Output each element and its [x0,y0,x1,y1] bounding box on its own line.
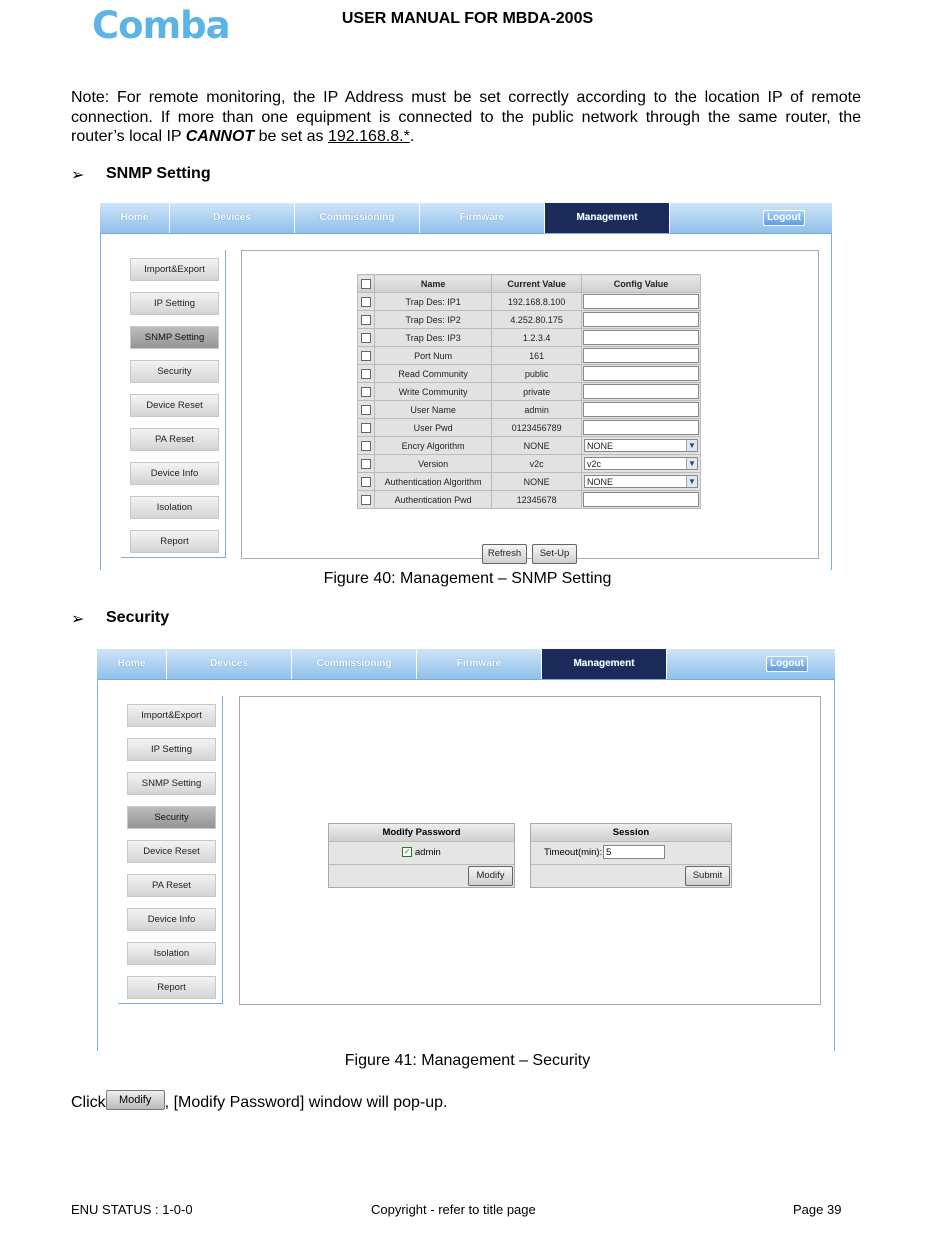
table-row [358,311,701,329]
config-input[interactable] [583,402,699,417]
tab-firmware[interactable]: Firmware [417,649,542,679]
sidebar-item-device-reset[interactable]: Device Reset [127,840,216,863]
tab-management[interactable]: Management [545,203,670,233]
table-row [358,455,701,473]
chevron-down-icon[interactable]: ▼ [686,440,697,451]
click-prefix: Click [71,1094,106,1111]
sidebar-item-device-info[interactable]: Device Info [130,462,219,485]
row-config-cell [582,347,701,365]
select-all-checkbox[interactable] [361,279,371,289]
config-input[interactable] [583,330,699,345]
tab-commissioning[interactable]: Commissioning [295,203,420,233]
tab-home[interactable]: Home [100,203,170,233]
row-config-cell [582,329,701,347]
logout-button[interactable]: Logout [766,656,808,672]
sidebar [118,696,223,1004]
row-checkbox[interactable] [361,459,371,469]
row-current-value: 192.168.8.100 [492,293,582,311]
bullet-arrow-icon: ➢ [71,167,85,184]
session-title: Session [531,824,731,842]
row-name: Authentication Pwd [374,491,491,509]
config-input[interactable] [583,366,699,381]
sidebar-item-snmp-setting[interactable]: SNMP Setting [127,772,216,795]
row-checkbox-cell [358,437,375,455]
sidebar-item-import-export[interactable]: Import&Export [127,704,216,727]
row-name: Trap Des: IP2 [374,311,491,329]
table-row [358,365,701,383]
row-current-value: 161 [492,347,582,365]
row-name: Encry Algorithm [374,437,491,455]
sidebar-item-snmp-setting[interactable]: SNMP Setting [130,326,219,349]
note-emphasis: CANNOT [185,128,255,145]
note-text-before: Note: For remote monitoring, the IP Address must be set correctly according to the location IP of remote connection. If more than one equipment is connected to the public network through the same router, the router’s local IP [71,89,861,145]
security-heading-text: Security [106,609,170,626]
config-select[interactable] [584,475,698,488]
row-current-value: 4.252.80.175 [492,311,582,329]
figure-40-caption: Figure 40: Management – SNMP Setting [323,570,612,587]
row-name: Version [374,455,491,473]
row-checkbox-cell [358,455,375,473]
row-name: User Name [374,401,491,419]
snmp-table-body [358,293,701,509]
footer-page-number: Page 39 [793,1202,842,1217]
row-name: Write Community [374,383,491,401]
sidebar-item-ip-setting[interactable]: IP Setting [130,292,219,315]
timeout-input[interactable]: 5 [603,845,665,859]
row-config-cell [582,311,701,329]
modify-button[interactable]: Modify [468,866,513,886]
main-nav [100,203,832,234]
sidebar-item-import-export[interactable]: Import&Export [130,258,219,281]
submit-button[interactable]: Submit [685,866,730,886]
table-header-row [358,275,701,293]
config-select[interactable] [584,457,698,470]
row-config-cell [582,419,701,437]
checkmark-icon: ✓ [403,847,411,857]
sidebar-item-pa-reset[interactable]: PA Reset [130,428,219,451]
setup-button[interactable]: Set-Up [532,544,577,564]
refresh-button[interactable]: Refresh [482,544,527,564]
sidebar-item-isolation[interactable]: Isolation [127,942,216,965]
session-panel [530,823,732,888]
sidebar-item-device-info[interactable]: Device Info [127,908,216,931]
table-row [358,419,701,437]
sidebar [121,250,226,558]
row-current-value: 12345678 [492,491,582,509]
click-instruction [71,1094,447,1112]
row-checkbox[interactable] [361,477,371,487]
config-select-value: v2c [587,459,602,469]
table-row [358,347,701,365]
table-row [358,401,701,419]
snmp-heading-text: SNMP Setting [106,165,211,182]
row-config-cell [582,491,701,509]
row-name: User Pwd [374,419,491,437]
row-checkbox-cell [358,293,375,311]
config-input[interactable] [583,348,699,363]
row-name: Port Num [374,347,491,365]
row-checkbox-cell [358,347,375,365]
footer-copyright: Copyright - refer to title page [371,1202,536,1217]
row-checkbox[interactable] [361,369,371,379]
col-current-value: Current Value [492,275,582,293]
config-input[interactable] [583,312,699,327]
row-current-value: v2c [492,455,582,473]
admin-checkbox[interactable] [402,847,412,857]
row-config-cell [582,455,701,473]
snmp-table [357,274,701,509]
config-select-value: NONE [587,477,614,487]
config-select-value: NONE [587,441,614,451]
chevron-down-icon[interactable]: ▼ [686,476,697,487]
select-all-cell [358,275,375,293]
col-name: Name [374,275,491,293]
row-current-value: 1.2.3.4 [492,329,582,347]
security-screenshot [97,649,835,1051]
user-row [329,842,514,865]
config-select[interactable] [584,439,698,452]
sidebar-item-ip-setting[interactable]: IP Setting [127,738,216,761]
row-name: Trap Des: IP3 [374,329,491,347]
app-frame [97,680,835,1051]
table-row [358,293,701,311]
row-config-cell [582,401,701,419]
modify-password-title: Modify Password [329,824,514,842]
note-ip: 192.168.8.* [328,128,410,145]
row-checkbox[interactable] [361,333,371,343]
timeout-label: Timeout(min): [544,847,603,858]
row-name: Authentication Algorithm [374,473,491,491]
table-row [358,329,701,347]
row-checkbox-cell [358,419,375,437]
sidebar-item-device-reset[interactable]: Device Reset [130,394,219,417]
tab-devices[interactable]: Devices [167,649,292,679]
table-row [358,437,701,455]
row-checkbox-cell [358,329,375,347]
sidebar-item-report[interactable]: Report [127,976,216,999]
row-checkbox-cell [358,401,375,419]
tab-management[interactable]: Management [542,649,667,679]
row-config-cell [582,293,701,311]
note-text-middle: be set as [254,128,328,145]
row-current-value: private [492,383,582,401]
click-suffix: , [Modify Password] window will pop-up. [164,1094,448,1111]
row-checkbox[interactable] [361,495,371,505]
admin-label: admin [414,847,441,858]
row-checkbox[interactable] [361,423,371,433]
security-content-panel [239,696,821,1005]
row-checkbox[interactable] [361,441,371,451]
main-nav [97,649,835,680]
tab-firmware[interactable]: Firmware [420,203,545,233]
sidebar-item-isolation[interactable]: Isolation [130,496,219,519]
row-config-cell [582,473,701,491]
sidebar-item-report[interactable]: Report [130,530,219,553]
modify-inline-button: Modify [106,1090,165,1110]
row-checkbox-cell [358,383,375,401]
modify-password-panel [328,823,515,888]
bullet-arrow-icon: ➢ [71,611,85,628]
note-paragraph [71,88,861,147]
sidebar-item-security[interactable]: Security [130,360,219,383]
config-input[interactable] [583,294,699,309]
row-checkbox[interactable] [361,297,371,307]
row-checkbox-cell [358,311,375,329]
document-title: USER MANUAL FOR MBDA-200S [341,10,594,27]
row-current-value: public [492,365,582,383]
tab-devices[interactable]: Devices [170,203,295,233]
note-text-end: . [409,128,415,145]
sidebar-item-pa-reset[interactable]: PA Reset [127,874,216,897]
table-row [358,473,701,491]
col-config-value: Config Value [582,275,701,293]
config-input[interactable] [583,384,699,399]
tab-commissioning[interactable]: Commissioning [292,649,417,679]
row-checkbox-cell [358,365,375,383]
row-current-value: 0123456789 [492,419,582,437]
row-checkbox[interactable] [361,315,371,325]
row-config-cell [582,437,701,455]
config-input[interactable] [583,492,699,507]
footer-status: ENU STATUS : 1-0-0 [71,1202,193,1217]
figure-41-caption: Figure 41: Management – Security [344,1052,591,1069]
row-name: Trap Des: IP1 [374,293,491,311]
row-checkbox[interactable] [361,405,371,415]
row-current-value: NONE [492,473,582,491]
config-input[interactable] [583,420,699,435]
sidebar-item-security[interactable]: Security [127,806,216,829]
app-frame [100,234,832,570]
row-config-cell [582,365,701,383]
snmp-content-panel [241,250,819,559]
tab-home[interactable]: Home [97,649,167,679]
row-checkbox[interactable] [361,351,371,361]
chevron-down-icon[interactable]: ▼ [686,458,697,469]
row-current-value: NONE [492,437,582,455]
comba-logo: Comba [92,4,230,47]
timeout-row [531,842,731,865]
snmp-screenshot [100,203,832,570]
row-config-cell [582,383,701,401]
row-checkbox-cell [358,473,375,491]
row-checkbox[interactable] [361,387,371,397]
table-row [358,383,701,401]
row-checkbox-cell [358,491,375,509]
row-name: Read Community [374,365,491,383]
row-current-value: admin [492,401,582,419]
logout-button[interactable]: Logout [763,210,805,226]
table-row [358,491,701,509]
